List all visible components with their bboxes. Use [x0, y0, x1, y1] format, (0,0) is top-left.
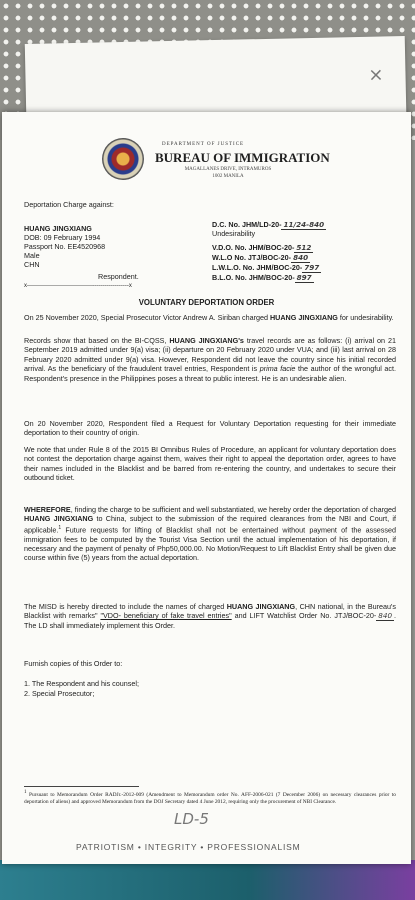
paragraph-wherefore: [24, 505, 396, 563]
dc-number-label: D.C. No. JHM/LD-20-: [212, 220, 282, 229]
p2-name: HUANG JINGXIANG's: [169, 336, 244, 345]
p1-text: On 25 November 2020, Special Prosecutor Victor Andrew A. Siriban charged: [24, 313, 270, 322]
furnish-item-1: 1. The Respondent and his counsel;: [24, 679, 139, 688]
blo-number: [212, 273, 314, 282]
address-line-2: 1002 MANILA: [212, 174, 244, 179]
paragraph-rule: We note that under Rule 8 of the 2015 BI Omnibus Rules of Procedure, an applicant for voluntary deportation does not contest the deportation charge against them, waives their right to appeal the deportation order, agrees to have their names included in the Blacklist and be barred from re-entering the country, and undertakes to secure their outbound ticket.: [24, 445, 396, 483]
deportation-order-document: [2, 112, 411, 864]
p6-text: The MISD is hereby directed to include the names of charged: [24, 602, 227, 611]
department-line: DEPARTMENT OF JUSTICE: [162, 142, 245, 147]
p2-text-middle: travel records are as follows: (i) arrival on 21 September 2019 admitted under 9(a) visa; (ii) departure on 20 February 2020 under VUA; and (iii) last arrival on 28 February 2020 admitted under 9(a) visa. However, Respondent did not leave the country since his initial recorded arrival. As the beneficiary of the fraudulent travel entries, Respondent is: [24, 336, 396, 374]
address-line-1: MAGALLANES DRIVE, INTRAMUROS: [184, 167, 272, 172]
wlo-handwritten: 840: [293, 253, 309, 262]
vdo-label: V.D.O. No. JHM/BOC-20-: [212, 243, 295, 252]
p6-remark: "VDO- beneficiary of fake travel entries": [100, 611, 232, 621]
charge-type: Undesirability: [212, 229, 256, 238]
p6-text-order: and LIFT Watchlist Order No. JTJ/BOC-20-: [231, 611, 377, 621]
respondent-dob: DOB: 09 February 1994: [24, 233, 101, 242]
x-mark: ×: [368, 64, 384, 86]
p6-text-middle: , CHN national, in the Bureau's Blacklist with remarks": [24, 602, 396, 621]
p5-lead: WHEREFORE: [24, 505, 71, 514]
footnote-number: 1: [24, 790, 27, 795]
vdo-handwritten: 512: [296, 243, 312, 252]
bureau-seal-logo: [102, 138, 144, 180]
p1-name: HUANG JINGXIANG: [269, 313, 338, 322]
respondent-role: Respondent.: [98, 272, 139, 281]
respondent-passport: Passport No. EE4520968: [24, 242, 106, 251]
caption-separator: x---------------------------------------------------x: [24, 283, 132, 289]
handwritten-page-code: LD-5: [174, 810, 209, 828]
paragraph-request: On 20 November 2020, Respondent filed a Request for Voluntary Deportation requesting for their immediate deportation to their country of origin.: [24, 419, 396, 438]
footer-motto: PATRIOTISM • INTEGRITY • PROFESSIONALISM: [76, 842, 301, 852]
respondent-name: HUANG JINGXIANG: [24, 224, 92, 233]
lwlo-handwritten: 797: [304, 263, 320, 272]
lwlo-number: [212, 263, 321, 272]
blo-handwritten: 897: [296, 273, 312, 282]
p5-text-middle: to China, subject to the submission of the required clearances from the NBI and Court, if applicable.: [24, 514, 396, 535]
paragraph-charge: [24, 313, 396, 322]
footnote-rule: [24, 786, 139, 787]
footnote: [24, 790, 396, 805]
dc-number-handwritten: 11/24-840: [283, 220, 325, 229]
wlo-label: W.L.O No. JTJ/BOC-20-: [212, 253, 292, 262]
lwlo-label: L.W.L.O. No. JHM/BOC-20-: [212, 263, 303, 272]
p5-name: HUANG JINGXIANG: [24, 514, 94, 524]
p2-text: Records show that based on the BI-CQSS,: [24, 336, 170, 345]
p6-name: HUANG JINGXIANG: [226, 602, 296, 611]
p2-italic: prima facie: [259, 364, 296, 374]
bureau-title: BUREAU OF IMMIGRATION: [155, 150, 330, 165]
respondent-sex: Male: [24, 251, 40, 260]
p6-handwritten: 840: [378, 611, 393, 621]
blo-label: B.L.O. No. JHM/BOC-20-: [212, 273, 295, 282]
paragraph-misd: [24, 602, 396, 630]
furnish-label: Furnish copies of this Order to:: [24, 659, 123, 668]
p2-text-end: the author of the wrongful act. Respondent's presence in the Philippines poses a threat to public interest. He is an undesirable alien.: [24, 364, 397, 383]
table-surface: [0, 860, 415, 900]
p6-text-end: . The LD shall immediately implement this Order.: [24, 611, 397, 630]
order-title: VOLUNTARY DEPORTATION ORDER: [138, 298, 275, 307]
paragraph-records: [24, 336, 396, 383]
respondent-nationality: CHN: [24, 260, 40, 269]
vdo-number: [212, 243, 313, 252]
footnote-text: Pursuant to Memorandum Order RADJr.-2012-009 (Amendment to Memorandum order No. AFF-2006-021 (7 December 2006) on necessary clearances prior to deportation of aliens) and approved Memorandum from the DOJ Secretary dated 4 June 2012, requiring only the procurement of NBI Clearance.: [24, 791, 396, 805]
p5-footnote-ref: 1: [58, 524, 62, 531]
p5-text-end: Future requests for lifting of Blacklist shall not be entertained without payment of the assessed immigration fees to be computed by the Tourist Visa Section until the actual implementation of his deportation, if necessary and the payment of penalty of Php50,000.00. No Motion/Request to Lift Blacklist Entry shall be given due course within five (5) years from the actual deportation.: [24, 525, 396, 563]
wlo-number: [212, 253, 310, 262]
dc-number: [212, 220, 326, 229]
p5-text: , finding the charge to be sufficient and well substantiated, we hereby order the deportation of charged: [70, 505, 396, 514]
charge-label: Deportation Charge against:: [24, 200, 114, 209]
furnish-item-2: 2. Special Prosecutor;: [24, 689, 95, 698]
p1-text-end: for undesirability.: [337, 313, 394, 322]
